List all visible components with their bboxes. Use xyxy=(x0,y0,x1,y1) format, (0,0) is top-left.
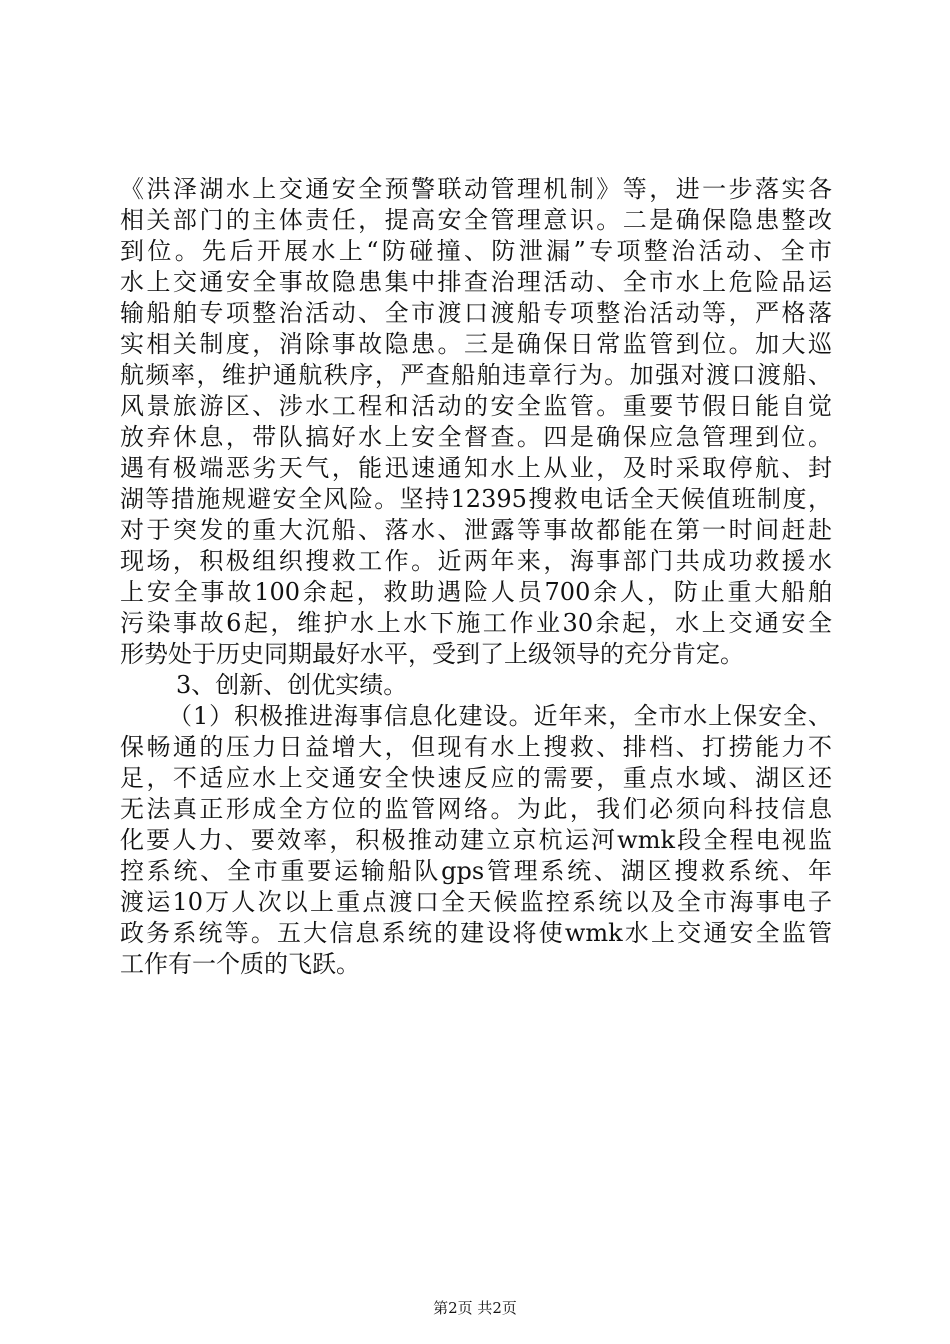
text-line: 现场，积极组织搜救工作。近两年来，海事部门共成功救援水 xyxy=(120,547,832,575)
paragraph-safety-measures xyxy=(120,174,832,670)
text-line: 政务系统等。五大信息系统的建设将使wmk水上交通安全监管 xyxy=(120,919,832,947)
text-line: 到位。先后开展水上“防碰撞、防泄漏”专项整治活动、全市 xyxy=(120,237,832,265)
text-line: 污染事故6起，维护水上水下施工作业30余起，水上交通安全 xyxy=(120,609,832,637)
text-line: 遇有极端恶劣天气，能迅速通知水上从业，及时采取停航、封 xyxy=(120,454,832,482)
section-heading: 3、创新、创优实绩。 xyxy=(176,671,408,699)
text-line: 上安全事故100余起，救助遇险人员700余人，防止重大船舶 xyxy=(120,578,832,606)
document-body xyxy=(120,174,832,980)
text-line: 工作有一个质的飞跃。 xyxy=(120,950,360,978)
text-line: 无法真正形成全方位的监管网络。为此，我们必须向科技信息 xyxy=(120,795,832,823)
text-line: 化要人力、要效率，积极推动建立京杭运河wmk段全程电视监 xyxy=(120,826,832,854)
text-line: （1）积极推进海事信息化建设。近年来，全市水上保安全、 xyxy=(168,702,832,730)
text-line: 保畅通的压力日益增大，但现有水上搜救、排档、打捞能力不 xyxy=(120,733,832,761)
text-line: 风景旅游区、涉水工程和活动的安全监管。重要节假日能自觉 xyxy=(120,392,832,420)
text-line: 水上交通安全事故隐患集中排查治理活动、全市水上危险品运 xyxy=(120,268,832,296)
text-line: 控系统、全市重要运输船队gps管理系统、湖区搜救系统、年 xyxy=(120,857,832,885)
page-number-footer: 第2页 共2页 xyxy=(433,1299,517,1317)
text-line: 放弃休息，带队搞好水上安全督查。四是确保应急管理到位。 xyxy=(120,423,832,451)
text-line: 相关部门的主体责任，提高安全管理意识。二是确保隐患整改 xyxy=(120,206,832,234)
section-heading-innovation xyxy=(120,670,832,701)
text-line: 足，不适应水上交通安全快速反应的需要，重点水域、湖区还 xyxy=(120,764,832,792)
text-line: 航频率，维护通航秩序，严查船舶违章行为。加强对渡口渡船、 xyxy=(120,361,832,389)
text-line: 湖等措施规避安全风险。坚持12395搜救电话全天候值班制度， xyxy=(120,485,832,513)
text-line: 《洪泽湖水上交通安全预警联动管理机制》等，进一步落实各 xyxy=(120,175,832,203)
paragraph-informatization xyxy=(120,701,832,980)
text-line: 对于突发的重大沉船、落水、泄露等事故都能在第一时间赶赴 xyxy=(120,516,832,544)
text-line: 渡运10万人次以上重点渡口全天候监控系统以及全市海事电子 xyxy=(120,888,832,916)
text-line: 输船舶专项整治活动、全市渡口渡船专项整治活动等，严格落 xyxy=(120,299,832,327)
text-line: 实相关制度，消除事故隐患。三是确保日常监管到位。加大巡 xyxy=(120,330,832,358)
text-line: 形势处于历史同期最好水平，受到了上级领导的充分肯定。 xyxy=(120,640,744,668)
